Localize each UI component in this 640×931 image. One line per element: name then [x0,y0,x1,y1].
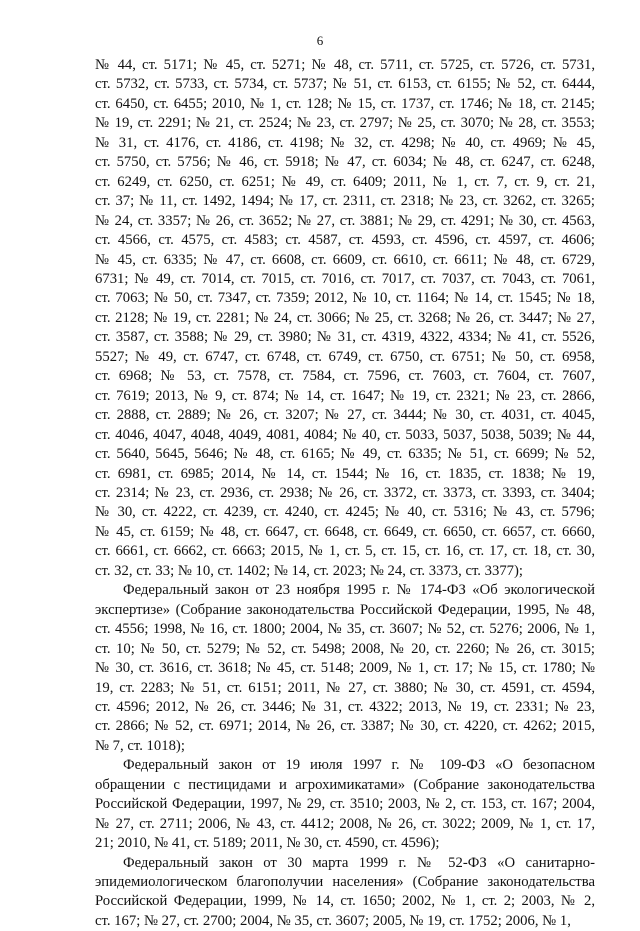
page-number: 6 [316,33,324,48]
paragraph [95,756,595,853]
text-line: Российской Федерации, 1997, № 29, ст. 3510; 2003, № 2, ст. 153, ст. 167; 2004, [95,796,595,813]
text-line: Российской Федерации, 1999, № 14, ст. 1650; 2002, № 1, ст. 2; 2003, № 2, [95,893,595,910]
text-line: № 7, ст. 1018); [95,737,185,754]
text-line: ст. 37; № 11, ст. 1492, 1494; № 17, ст. 2311, ст. 2318; № 23, ст. 3262, ст. 3265; [95,193,595,210]
text-line: ст. 10; № 50, ст. 5279; № 52, ст. 5498; 2008, № 20, ст. 2260; № 26, ст. 3015; [95,640,595,657]
text-line: Федеральный закон от 19 июля 1997 г. № 109-ФЗ «О безопасном [123,757,595,774]
text-line: экспертизе» (Собрание законодательства Российской Федерации, 1995, № 48, [95,601,595,618]
document-body [95,56,595,931]
text-line: 19, ст. 2283; № 51, ст. 6151; 2011, № 27, ст. 3880; № 30, ст. 4591, ст. 4594, [95,679,595,696]
text-line: ст. 2314; № 23, ст. 2936, ст. 2938; № 26, ст. 3372, ст. 3373, ст. 3393, ст. 3404; [95,484,595,501]
text-line: № 27, ст. 2711; 2006, № 43, ст. 4412; 2008, № 26, ст. 3022; 2009, № 1, ст. 17, [95,815,595,832]
text-line: ст. 7619; 2013, № 9, ст. 874; № 14, ст. 1647; № 19, ст. 2321; № 23, ст. 2866, [95,387,595,404]
text-line: ст. 4046, 4047, 4048, 4049, 4081, 4084; № 40, ст. 5033, 5037, 5038, 5039; № 44, [95,426,595,443]
text-line: № 31, ст. 4176, ст. 4186, ст. 4198; № 32, ст. 4298; № 40, ст. 4969; № 45, [95,134,595,151]
text-line: № 30, ст. 3616, ст. 3618; № 45, ст. 5148; 2009, № 1, ст. 17; № 15, ст. 1780; № [95,660,595,677]
text-line: ст. 4596; 2012, № 26, ст. 3446; № 31, ст. 4322; 2013, № 19, ст. 2331; № 23, [95,698,595,715]
text-line: 6731; № 49, ст. 7014, ст. 7015, ст. 7016, ст. 7017, ст. 7037, ст. 7043, ст. 7061, [95,270,595,287]
text-line: 21; 2010, № 41, ст. 5189; 2011, № 30, ст. 4590, ст. 4596); [95,835,440,852]
text-line: ст. 3587, ст. 3588; № 29, ст. 3980; № 31, ст. 4319, 4322, 4334; № 41, ст. 5526, [95,329,595,346]
text-line: ст. 7063; № 50, ст. 7347, ст. 7359; 2012, № 10, ст. 1164; № 14, ст. 1545; № 18, [95,290,595,307]
text-line: ст. 6450, ст. 6455; 2010, № 1, ст. 128; № 15, ст. 1737, ст. 1746; № 18, ст. 2145; [95,95,595,112]
text-line: 5527; № 49, ст. 6747, ст. 6748, ст. 6749, ст. 6750, ст. 6751; № 50, ст. 6958, [95,348,595,365]
text-line: № 30, ст. 4222, ст. 4239, ст. 4240, ст. 4245; № 40, ст. 5316; № 43, ст. 5796; [95,504,595,521]
text-line: ст. 2128; № 19, ст. 2281; № 24, ст. 3066; № 25, ст. 3268; № 26, ст. 3447; № 27, [95,309,595,326]
text-line: ст. 2866; № 52, ст. 6971; 2014, № 26, ст. 3387; № 30, ст. 4220, ст. 4262; 2015, [95,718,595,735]
text-line: № 24, ст. 3357; № 26, ст. 3652; № 27, ст. 3881; № 29, ст. 4291; № 30, ст. 4563, [95,212,595,229]
text-line: № 19, ст. 2291; № 21, ст. 2524; № 23, ст. 2797; № 25, ст. 3070; № 28, ст. 3553; [95,115,595,132]
text-line: № 45, ст. 6335; № 47, ст. 6608, ст. 6609, ст. 6610, ст. 6611; № 48, ст. 6729, [95,251,595,268]
paragraph [95,581,595,756]
text-line: ст. 6968; № 53, ст. 7578, ст. 7584, ст. 7596, ст. 7603, ст. 7604, ст. 7607, [95,368,595,385]
text-line: ст. 167; № 27, ст. 2700; 2004, № 35, ст. 3607; 2005, № 19, ст. 1752; 2006, № 1, [95,912,571,929]
paragraph [95,56,595,581]
text-line: № 44, ст. 5171; № 45, ст. 5271; № 48, ст. 5711, ст. 5725, ст. 5726, ст. 5731, [95,57,595,73]
text-line: ст. 32, ст. 33; № 10, ст. 1402; № 14, ст. 2023; № 24, ст. 3373, ст. 3377); [95,562,523,579]
text-line: эпидемиологическом благополучии населения» (Собрание законодательства [95,874,595,891]
text-line: ст. 6661, ст. 6662, ст. 6663; 2015, № 1, ст. 5, ст. 15, ст. 16, ст. 17, ст. 18, ст. 30, [95,543,595,560]
text-line: № 45, ст. 6159; № 48, ст. 6647, ст. 6648, ст. 6649, ст. 6650, ст. 6657, ст. 6660, [95,523,595,540]
text-line: ст. 4556; 1998, № 16, ст. 1800; 2004, № 35, ст. 3607; № 52, ст. 5276; 2006, № 1, [95,621,595,638]
text-line: ст. 5750, ст. 5756; № 46, ст. 5918; № 47, ст. 6034; № 48, ст. 6247, ст. 6248, [95,154,595,171]
text-line: ст. 4566, ст. 4575, ст. 4583; ст. 4587, ст. 4593, ст. 4596, ст. 4597, ст. 4606; [95,232,595,249]
paragraph [95,854,595,931]
text-line: ст. 6249, ст. 6250, ст. 6251; № 49, ст. 6409; 2011, № 1, ст. 7, ст. 9, ст. 21, [95,173,595,190]
text-line: ст. 2888, ст. 2889; № 26, ст. 3207; № 27, ст. 3444; № 30, ст. 4031, ст. 4045, [95,407,595,424]
text-line: ст. 5640, 5645, 5646; № 48, ст. 6165; № 49, ст. 6335; № 51, ст. 6699; № 52, [95,446,595,463]
text-line: ст. 6981, ст. 6985; 2014, № 14, ст. 1544; № 16, ст. 1835, ст. 1838; № 19, [95,465,595,482]
text-line: Федеральный закон от 30 марта 1999 г. № 52-ФЗ «О санитарно- [123,854,595,871]
text-line: обращении с пестицидами и агрохимикатами» (Собрание законодательства [95,776,595,793]
text-line: ст. 5732, ст. 5733, ст. 5734, ст. 5737; № 51, ст. 6153, ст. 6155; № 52, ст. 6444, [95,76,595,93]
paragraph-list [95,56,595,931]
text-line: Федеральный закон от 23 ноября 1995 г. № 174-ФЗ «Об экологической [123,582,595,599]
